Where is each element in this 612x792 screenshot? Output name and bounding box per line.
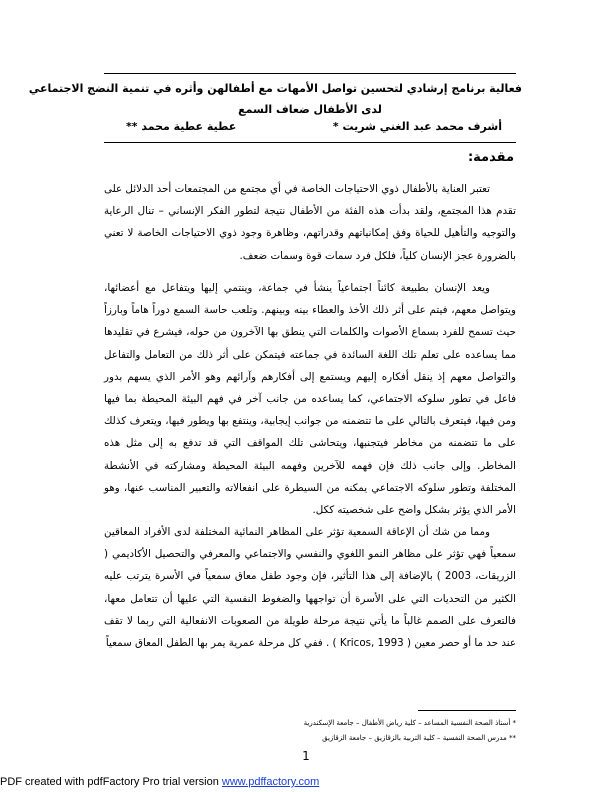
paragraph-1	[104, 178, 516, 267]
paragraph-2	[104, 277, 516, 521]
page-number: 1	[302, 749, 310, 763]
title-line-2: لدى الأطفال ضعاف السمع	[238, 103, 382, 116]
paper-title	[28, 78, 522, 120]
author-1: أشرف محمد عبد الغني شريت *	[332, 120, 502, 133]
banner-text: PDF created with pdfFactory Pro trial version	[0, 776, 222, 788]
paragraph-3-text: ومما من شك أن الإعاقة السمعية تؤثر على المظاهر النمائية المختلفة لدى الأفراد المعاقين سمعياً فهي تؤثر على مظاهر النمو اللغوي والنفسي والاجتماعي والمعرفي والتحصيل الأكاديمي ( الزريقات، 2003 ) بالإضافة إلى هذا التأثير، فإن وجود طفل معاق سمعياً في الأسرة يترتب عليه الكثير من التحديات التي على الأسرة أن تواجهها والضغوط النفسية التي عليها أن تتعامل معها، فالتعرف على الصمم غالباً ما يأتي نتيجة مرحلة طويلة من الصعوبات الانفعالية التي ربما لا تقف عند حد ما أو حصر معين ( Kricos, 1993 ) . ففي كل مرحلة عمرية يمر بها الطفل المعاق سمعياً	[104, 526, 516, 650]
pdf-trial-banner	[0, 776, 319, 788]
footnote-1: * أستاذ الصحة النفسية المساعد – كلية رياض الأطفال – جامعة الإسكندرية	[303, 719, 516, 727]
author-2: عطية عطية محمد **	[126, 120, 237, 133]
pdffactory-link[interactable]: www.pdffactory.com	[221, 776, 320, 788]
title-line-1: فعالية برنامج إرشادي لتحسين تواصل الأمهات مع أطفالهن وأثره في تنمية النضج الاجتماعي	[28, 82, 522, 95]
footnote-rule	[418, 710, 516, 711]
footnote-2: ** مدرس الصحة النفسية – كلية التربية بالزقازيق – جامعة الزقازيق	[322, 734, 516, 742]
title-top-rule	[104, 73, 516, 74]
paragraph-1-text: تعتبر العناية بالأطفال ذوي الاحتياجات الخاصة في أي مجتمع من المجتمعات أحد الدلائل على تقدم هذا المجتمع، ولقد بدأت هذه الفئة من الأطفال نتيجة لتطور الفكر الإنساني – تنال الرعاية والتوجيه والتأهيل للحياة وفق إمكانياتهم وقدراتهم، وظاهرة وجود ذوي الاحتياجات الخاصة لا تعني بالضرورة عجز الإنسان كلياً، فلكل فرد سمات قوة وسمات ضعف.	[104, 183, 516, 262]
author-rule	[104, 142, 516, 143]
paragraph-2-text: ويعد الإنسان بطبيعة كائناً اجتماعياً ينشأ في جماعة، وينتمي إليها ويتفاعل مع أعضائها، ويتواصل معهم، فيتم على أثر ذلك الأخذ والعطاء بينه وبينهم. وتلعب حاسة السمع دوراً هاماً وبارزاً حيث تسمح للفرد بسماع الأصوات والكلمات التي ينطق بها الآخرون من حوله، فيشرع في تقليدها مما يساعده على تعلم تلك اللغة السائدة في جماعته فيتمكن على أثر ذلك من التعامل والتفاعل والتواصل معهم إذ ينقل أفكاره إليهم ويستمع إلى أفكارهم وآرائهم وهو الأمر الذي يسهم بدور فاعل في تطور سلوكه الاجتماعي، كما يساعده من جانب آخر في فهم البيئة المحيطة بما فيها ومن فيها، فيتعرف بالتالي على ما تتضمنه من جوانب إيجابية، وينتفع بها ويطور فيها، ويتعرف كذلك على ما تتضمنه من مخاطر فيتجنبها، ويتحاشى تلك المواقف التي قد تدفع به إلى مثل هذه المخاطر. وإلى جانب ذلك فإن فهمه للآخرين وفهمه البيئة المحيطة ومشاركته في الأنشطة المختلفة وتطور سلوكه الاجتماعي يمكنه من السيطرة على انفعالاته والتعبير المناسب عنها، وهو الأمر الذي يؤثر بشكل واضح على شخصيته ككل.	[104, 282, 516, 517]
footnotes	[304, 716, 516, 746]
section-heading: مقدمة:	[467, 150, 514, 165]
paragraph-3	[104, 521, 516, 654]
author-line	[104, 120, 516, 140]
